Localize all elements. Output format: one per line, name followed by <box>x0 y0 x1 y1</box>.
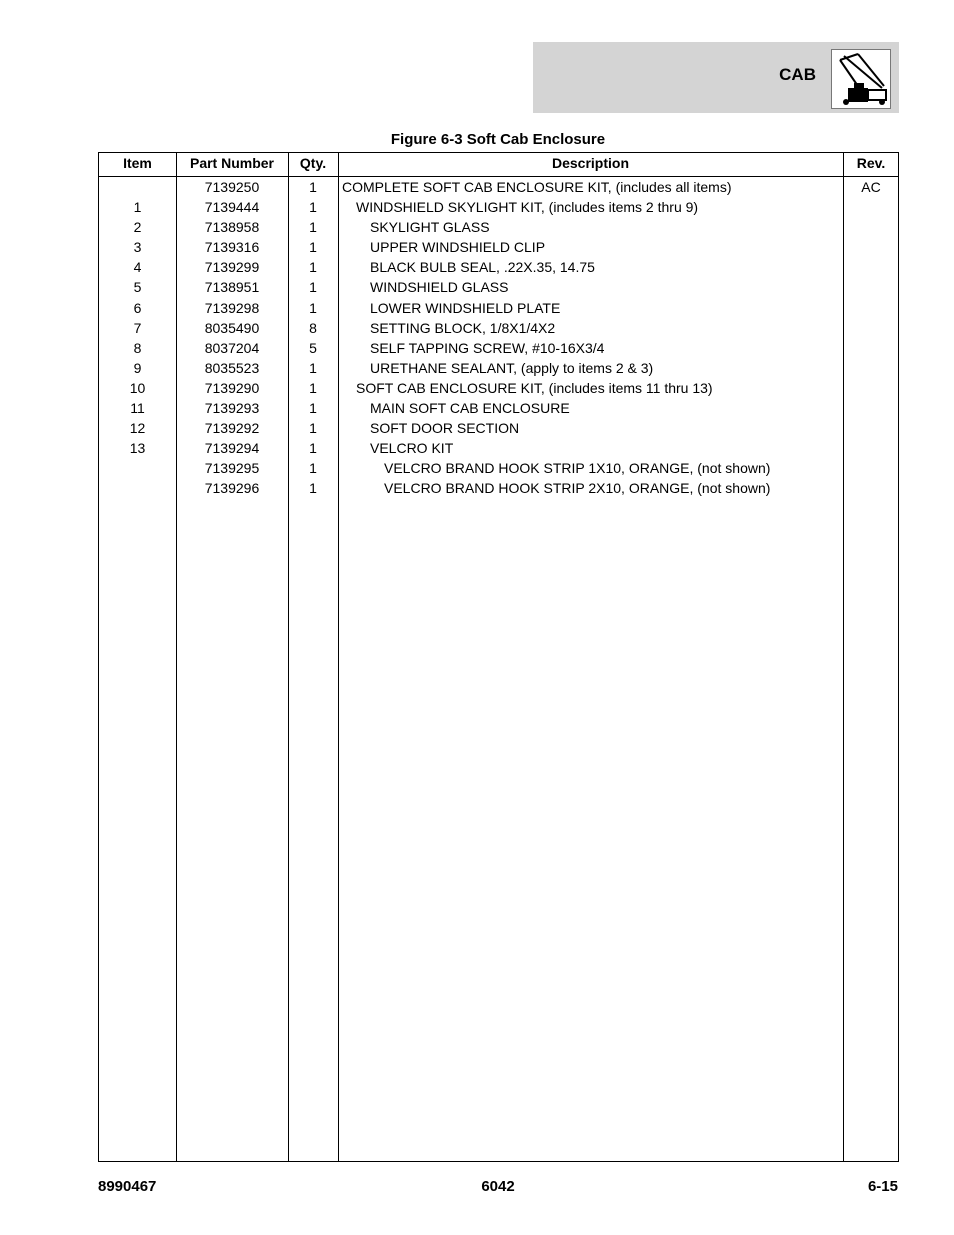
table-row <box>99 197 898 217</box>
part-number-cell: 7139290 <box>204 379 260 396</box>
description-cell: BLACK BULB SEAL, .22X.35, 14.75 <box>370 259 595 276</box>
parts-table <box>98 152 899 1162</box>
footer-model: 6042 <box>481 1178 515 1195</box>
part-number-cell: 8035523 <box>204 359 260 376</box>
description-cell: VELCRO BRAND HOOK STRIP 1X10, ORANGE, (not shown) <box>384 460 771 477</box>
table-row <box>99 257 898 277</box>
rev-cell: AC <box>861 179 881 195</box>
column-header-rev: Rev. <box>856 155 886 171</box>
qty-cell: 1 <box>309 239 317 256</box>
scissor-lift-icon <box>831 49 891 109</box>
table-body <box>99 177 898 499</box>
item-cell: 13 <box>129 440 146 457</box>
part-number-cell: 7139296 <box>204 480 260 497</box>
qty-cell: 1 <box>309 279 317 296</box>
section-header <box>533 42 899 113</box>
item-cell: 4 <box>133 259 142 276</box>
part-number-cell: 7138951 <box>204 279 260 296</box>
figure-title: Figure 6-3 Soft Cab Enclosure <box>390 131 606 148</box>
table-row <box>99 358 898 378</box>
qty-cell: 1 <box>309 179 317 195</box>
part-number-cell: 7139292 <box>204 420 260 437</box>
table-row <box>99 418 898 438</box>
part-number-cell: 7138958 <box>204 219 260 236</box>
column-header-description: Description <box>551 155 629 171</box>
qty-cell: 1 <box>309 299 317 316</box>
description-cell: WINDSHIELD SKYLIGHT KIT, (includes items 2 thru 9) <box>356 199 699 216</box>
part-number-cell: 7139294 <box>204 440 260 457</box>
part-number-cell: 7139316 <box>204 239 260 256</box>
item-cell: 2 <box>133 219 142 236</box>
description-cell: SOFT CAB ENCLOSURE KIT, (includes items 11 thru 13) <box>356 379 713 396</box>
qty-cell: 1 <box>309 440 317 457</box>
item-cell: 10 <box>129 379 146 396</box>
table-row <box>99 177 898 197</box>
table-row <box>99 277 898 297</box>
item-cell: 1 <box>133 199 142 216</box>
item-cell: 3 <box>133 239 142 256</box>
qty-cell: 1 <box>309 199 317 216</box>
item-cell: 6 <box>133 299 142 316</box>
table-row <box>99 478 898 498</box>
description-cell: MAIN SOFT CAB ENCLOSURE <box>370 400 570 417</box>
description-cell: VELCRO KIT <box>370 440 454 457</box>
section-title: CAB <box>779 65 816 84</box>
item-cell: 11 <box>130 400 145 417</box>
part-number-cell: 7139295 <box>204 460 260 477</box>
table-row <box>99 237 898 257</box>
qty-cell: 1 <box>309 359 317 376</box>
description-cell: WINDSHIELD GLASS <box>370 279 509 296</box>
qty-cell: 1 <box>309 219 317 236</box>
description-cell: LOWER WINDSHIELD PLATE <box>370 299 561 316</box>
column-header-item: Item <box>123 155 152 171</box>
qty-cell: 1 <box>309 460 317 477</box>
table-row <box>99 338 898 358</box>
qty-cell: 1 <box>309 400 317 417</box>
description-cell: URETHANE SEALANT, (apply to items 2 & 3) <box>370 359 654 376</box>
description-cell: COMPLETE SOFT CAB ENCLOSURE KIT, (includes all items) <box>342 179 732 195</box>
column-header-part-number: Part Number <box>189 155 275 171</box>
qty-cell: 1 <box>309 420 317 437</box>
column-header-qty: Qty. <box>299 155 327 171</box>
qty-cell: 1 <box>309 259 317 276</box>
item-cell: 9 <box>133 359 142 376</box>
qty-cell: 5 <box>309 339 317 356</box>
part-number-cell: 8035490 <box>204 319 260 336</box>
item-cell: 7 <box>133 319 142 336</box>
description-cell: SKYLIGHT GLASS <box>370 219 490 236</box>
table-row <box>99 458 898 478</box>
part-number-cell: 7139250 <box>204 179 260 195</box>
qty-cell: 1 <box>309 379 317 396</box>
part-number-cell: 7139298 <box>204 299 260 316</box>
item-cell: 8 <box>133 339 142 356</box>
table-row <box>99 217 898 237</box>
footer-page-number: 6-15 <box>867 1178 898 1195</box>
footer-document-number: 8990467 <box>98 1178 157 1195</box>
item-cell: 12 <box>129 420 146 437</box>
table-row <box>99 318 898 338</box>
description-cell: UPPER WINDSHIELD CLIP <box>370 239 546 256</box>
part-number-cell: 8037204 <box>204 339 260 356</box>
description-cell: SETTING BLOCK, 1/8X1/4X2 <box>370 319 556 336</box>
table-row <box>99 298 898 318</box>
description-cell: VELCRO BRAND HOOK STRIP 2X10, ORANGE, (not shown) <box>384 480 771 497</box>
part-number-cell: 7139293 <box>204 400 260 417</box>
table-row <box>99 378 898 398</box>
part-number-cell: 7139299 <box>204 259 260 276</box>
part-number-cell: 7139444 <box>204 199 260 216</box>
table-row <box>99 398 898 418</box>
description-cell: SELF TAPPING SCREW, #10-16X3/4 <box>370 339 605 356</box>
item-cell: 5 <box>133 279 142 296</box>
description-cell: SOFT DOOR SECTION <box>370 420 520 437</box>
qty-cell: 8 <box>309 319 317 336</box>
qty-cell: 1 <box>309 480 317 497</box>
table-row <box>99 438 898 458</box>
